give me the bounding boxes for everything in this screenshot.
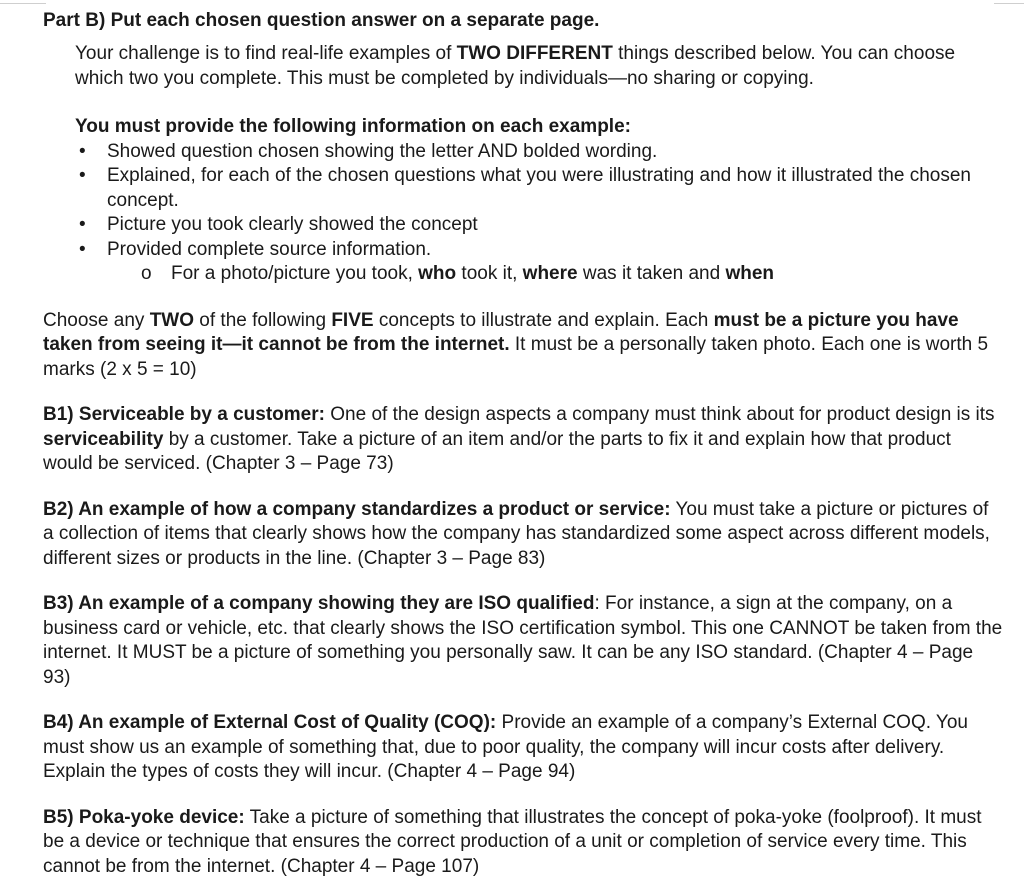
list-item bbox=[75, 164, 1003, 213]
question-b1-bold-serviceability: serviceability bbox=[43, 428, 164, 450]
question-b4 bbox=[43, 711, 1003, 785]
choose-paragraph bbox=[43, 309, 1003, 383]
question-b3-title: B3) An example of a company showing they are ISO qualified bbox=[43, 593, 595, 614]
list-item bbox=[75, 140, 1003, 165]
part-b-heading: Part B) Put each chosen question answer on a separate page. bbox=[43, 10, 600, 31]
question-b2-title: B2) An example of how a company standardizes a product or service: bbox=[43, 498, 671, 520]
sub-text-2: took it, bbox=[456, 263, 523, 284]
question-b1 bbox=[43, 403, 1003, 477]
requirements-heading bbox=[75, 115, 1003, 140]
list-item bbox=[75, 238, 1003, 263]
question-b4-title: B4) An example of External Cost of Quality (COQ): bbox=[43, 712, 497, 733]
sub-text-3: was it taken and bbox=[577, 263, 726, 284]
bullet-icon: • bbox=[79, 140, 86, 162]
list-item bbox=[75, 213, 1003, 238]
choose-bold-two: TWO bbox=[149, 309, 195, 331]
list-item-text: Explained, for each of the chosen questions what you were illustrating and how it illustrated the chosen concept. bbox=[107, 165, 971, 211]
choose-text-4: It must be a personally taken photo. Each one is worth 5 marks (2 x 5 = 10) bbox=[43, 334, 989, 380]
intro-text-1: Your challenge is to find real-life examples of bbox=[75, 43, 457, 64]
sub-bold-when: when bbox=[725, 263, 775, 284]
question-b5 bbox=[43, 806, 1003, 880]
hollow-bullet-icon: o bbox=[141, 263, 152, 284]
bullet-icon: • bbox=[79, 214, 86, 235]
requirements-list bbox=[75, 140, 1003, 263]
bullet-icon: • bbox=[79, 238, 86, 260]
sub-bold-where: where bbox=[522, 263, 578, 284]
intro-bold-two-different: TWO DIFFERENT bbox=[456, 43, 613, 64]
question-b1-text-2: by a customer. Take a picture of an item and/or the parts to fix it and explain how that product would be serviced. (Chapter 3 – Page 73) bbox=[43, 428, 951, 474]
page-edge-right bbox=[994, 3, 1024, 4]
question-b1-title: B1) Serviceable by a customer: bbox=[43, 404, 325, 425]
question-b3 bbox=[43, 592, 1003, 690]
list-item-text: Showed question chosen showing the letter AND bolded wording. bbox=[107, 140, 658, 162]
choose-text-1: Choose any bbox=[43, 309, 150, 331]
sub-list-item bbox=[139, 262, 1003, 287]
page-edge-left bbox=[0, 3, 46, 4]
requirements-heading-text: You must provide the following information on each example: bbox=[75, 116, 631, 137]
intro-paragraph bbox=[75, 42, 1003, 91]
question-b4-text: Provide an example of a company’s External COQ. You must show us an example of something that, due to poor quality, the company will incur costs after delivery. Explain the types of costs they will incur. (Chapter 4 – Page 94) bbox=[43, 712, 968, 782]
choose-text-3: concepts to illustrate and explain. Each bbox=[373, 309, 714, 331]
question-b5-title: B5) Poka-yoke device: bbox=[43, 806, 245, 828]
choose-bold-five: FIVE bbox=[331, 309, 374, 331]
list-item-text: Provided complete source information. bbox=[107, 238, 432, 260]
intro-text-2: things described below. You can choose which two you complete. This must be completed by individuals—no sharing or copying. bbox=[75, 43, 956, 89]
choose-text-2: of the following bbox=[194, 309, 332, 331]
list-item-text: Picture you took clearly showed the concept bbox=[107, 214, 478, 235]
document-page bbox=[43, 8, 1003, 879]
sub-bold-who: who bbox=[418, 263, 457, 284]
question-b2 bbox=[43, 498, 1003, 572]
question-b2-text: You must take a picture or pictures of a collection of items that clearly shows how the company has standardized some aspect across different models, different sizes or products in the line. (Chapter 3 – Page 83) bbox=[43, 498, 990, 569]
sub-text-1: For a photo/picture you took, bbox=[171, 263, 419, 284]
choose-bold-picture-rule: must be a picture you have taken from seeing it—it cannot be from the internet. bbox=[43, 309, 959, 355]
bullet-icon: • bbox=[79, 165, 86, 186]
question-b1-text-1: One of the design aspects a company must think about for product design is its bbox=[324, 404, 995, 425]
question-b5-text: Take a picture of something that illustrates the concept of poka-yoke (foolproof). It must be a device or technique that ensures the correct production of a unit or completion of service every time. This cannot be from the internet. (Chapter 4 – Page 107) bbox=[43, 806, 982, 877]
question-b3-text: : For instance, a sign at the company, on a business card or vehicle, etc. that clearly shows the ISO certification symbol. This one CANNOT be taken from the internet. It MUST be a picture of something you personally saw. It can be any ISO standard. (Chapter 4 – Page 93) bbox=[43, 593, 1003, 688]
